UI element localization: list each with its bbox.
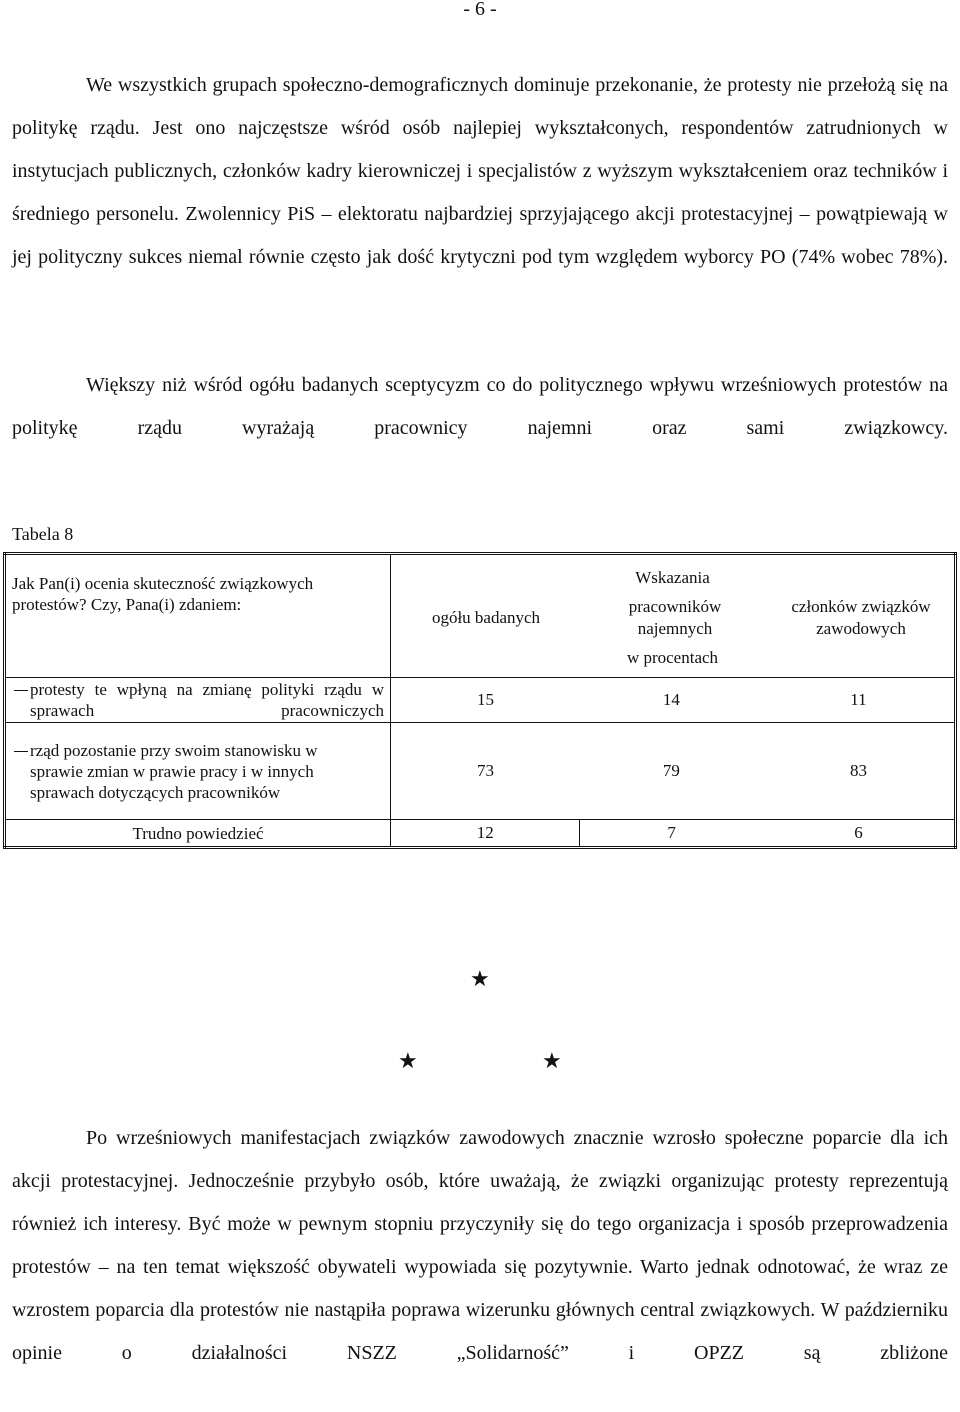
text-line: wrześniowych protestów na politykę rządu wyrażają pracownicy najemni oraz sami [12, 374, 948, 439]
header-group-cell [391, 554, 956, 678]
page-number: - 6 - [463, 0, 497, 20]
text-line: poparcie dla ich akcji protestacyjnej. Jednocześnie przybyło osób, które uważają, że związki [12, 1127, 948, 1192]
column-header-employees: pracowników najemnych [628, 597, 722, 638]
results-table [3, 552, 957, 849]
text-line: przyczyniły się do tego organizacja i sposób przeprowadzenia protestów – na ten temat [12, 1213, 948, 1278]
text-line: w jej polityczny sukces niemal równie często jak dość krytyczni pod tym względem wyborcy [12, 203, 948, 268]
value-cell: 7 [580, 820, 763, 848]
column-header-all: ogółu badanych [431, 608, 541, 627]
value-cell: 6 [763, 820, 956, 848]
paragraph-workers [12, 364, 948, 450]
star-icon: ★ [470, 966, 490, 991]
value-cell: 14 [580, 678, 763, 723]
table-row [5, 678, 956, 723]
table-row [5, 820, 956, 848]
row-label: rząd pozostanie przy swoim stanowisku w sprawie zmian w prawie pracy i w innych sprawach dotyczących pracowników [12, 740, 384, 803]
row-label-cell [5, 820, 391, 848]
row-label-cell [5, 678, 391, 723]
text-line: PO (74% wobec 78%). [760, 246, 949, 268]
text-line: związkowych. W październiku opinie o działalności NSZZ „Solidarność” i OPZZ są zbliżone [12, 1299, 949, 1364]
text-line: protesty nie przełożą się na politykę rządu. Jest ono najczęstsze wśród osób najlepiej [12, 74, 949, 139]
row-label: Trudno powiedzieć [132, 823, 264, 843]
text-line: Zwolennicy PiS – elektoratu najbardziej sprzyjającego akcji protestacyjnej – powątpiewają [185, 203, 928, 225]
question-text: Jak Pan(i) ocenia skuteczność związkowych protestów? Czy, Pana(i) zdaniem: [12, 574, 314, 614]
star-icon: ★ [398, 1048, 418, 1073]
text-line: kierowniczej i specjalistów z wyższym wykształceniem oraz techników i średniego personelu. [12, 160, 948, 225]
text-line: organizując protesty reprezentują również ich interesy. Być może w pewnym stopniu [12, 1170, 949, 1235]
paragraph-skepticism [12, 64, 948, 279]
group-header: Wskazania [635, 568, 710, 587]
value-cell: 15 [391, 678, 580, 723]
text-line: Po wrześniowych manifestacjach związków zawodowych znacznie wzrosło społeczne [86, 1127, 804, 1149]
table-caption: Tabela 8 [12, 524, 74, 544]
value-cell: 79 [580, 723, 763, 820]
row-label-cell [5, 723, 391, 820]
text-line: większość obywateli wypowiada się pozytywnie. Warto jednak odnotować, że wraz [227, 1256, 923, 1278]
text-line: związkowcy. [844, 417, 949, 439]
value-cell: 73 [391, 723, 580, 820]
value-cell: 12 [391, 820, 580, 848]
question-cell [5, 554, 391, 678]
table-row [5, 723, 956, 820]
row-label: protesty te wpłyną na zmianę polityki rządu w sprawach pracowniczych [12, 679, 384, 721]
text-line: wykształconych, respondentów zatrudnionych w instytucjach publicznych, członków kadry [12, 117, 949, 182]
value-cell: 11 [763, 678, 956, 723]
unit-label: w procentach [626, 648, 719, 667]
column-header-union-members: członków związków zawodowych [791, 597, 931, 638]
paragraph-support [12, 1117, 948, 1375]
text-line: Większy niż wśród ogółu badanych sceptycyzm co do politycznego wpływu [86, 374, 714, 396]
table-header-row [5, 554, 956, 678]
text-line: ze wzrostem poparcia dla protestów nie nastąpiła poprawa wizerunku głównych central [12, 1256, 948, 1321]
value-cell: 83 [763, 723, 956, 820]
star-icon: ★ [542, 1048, 562, 1073]
text-line: We wszystkich grupach społeczno-demograficznych dominuje przekonanie, że [86, 74, 722, 96]
